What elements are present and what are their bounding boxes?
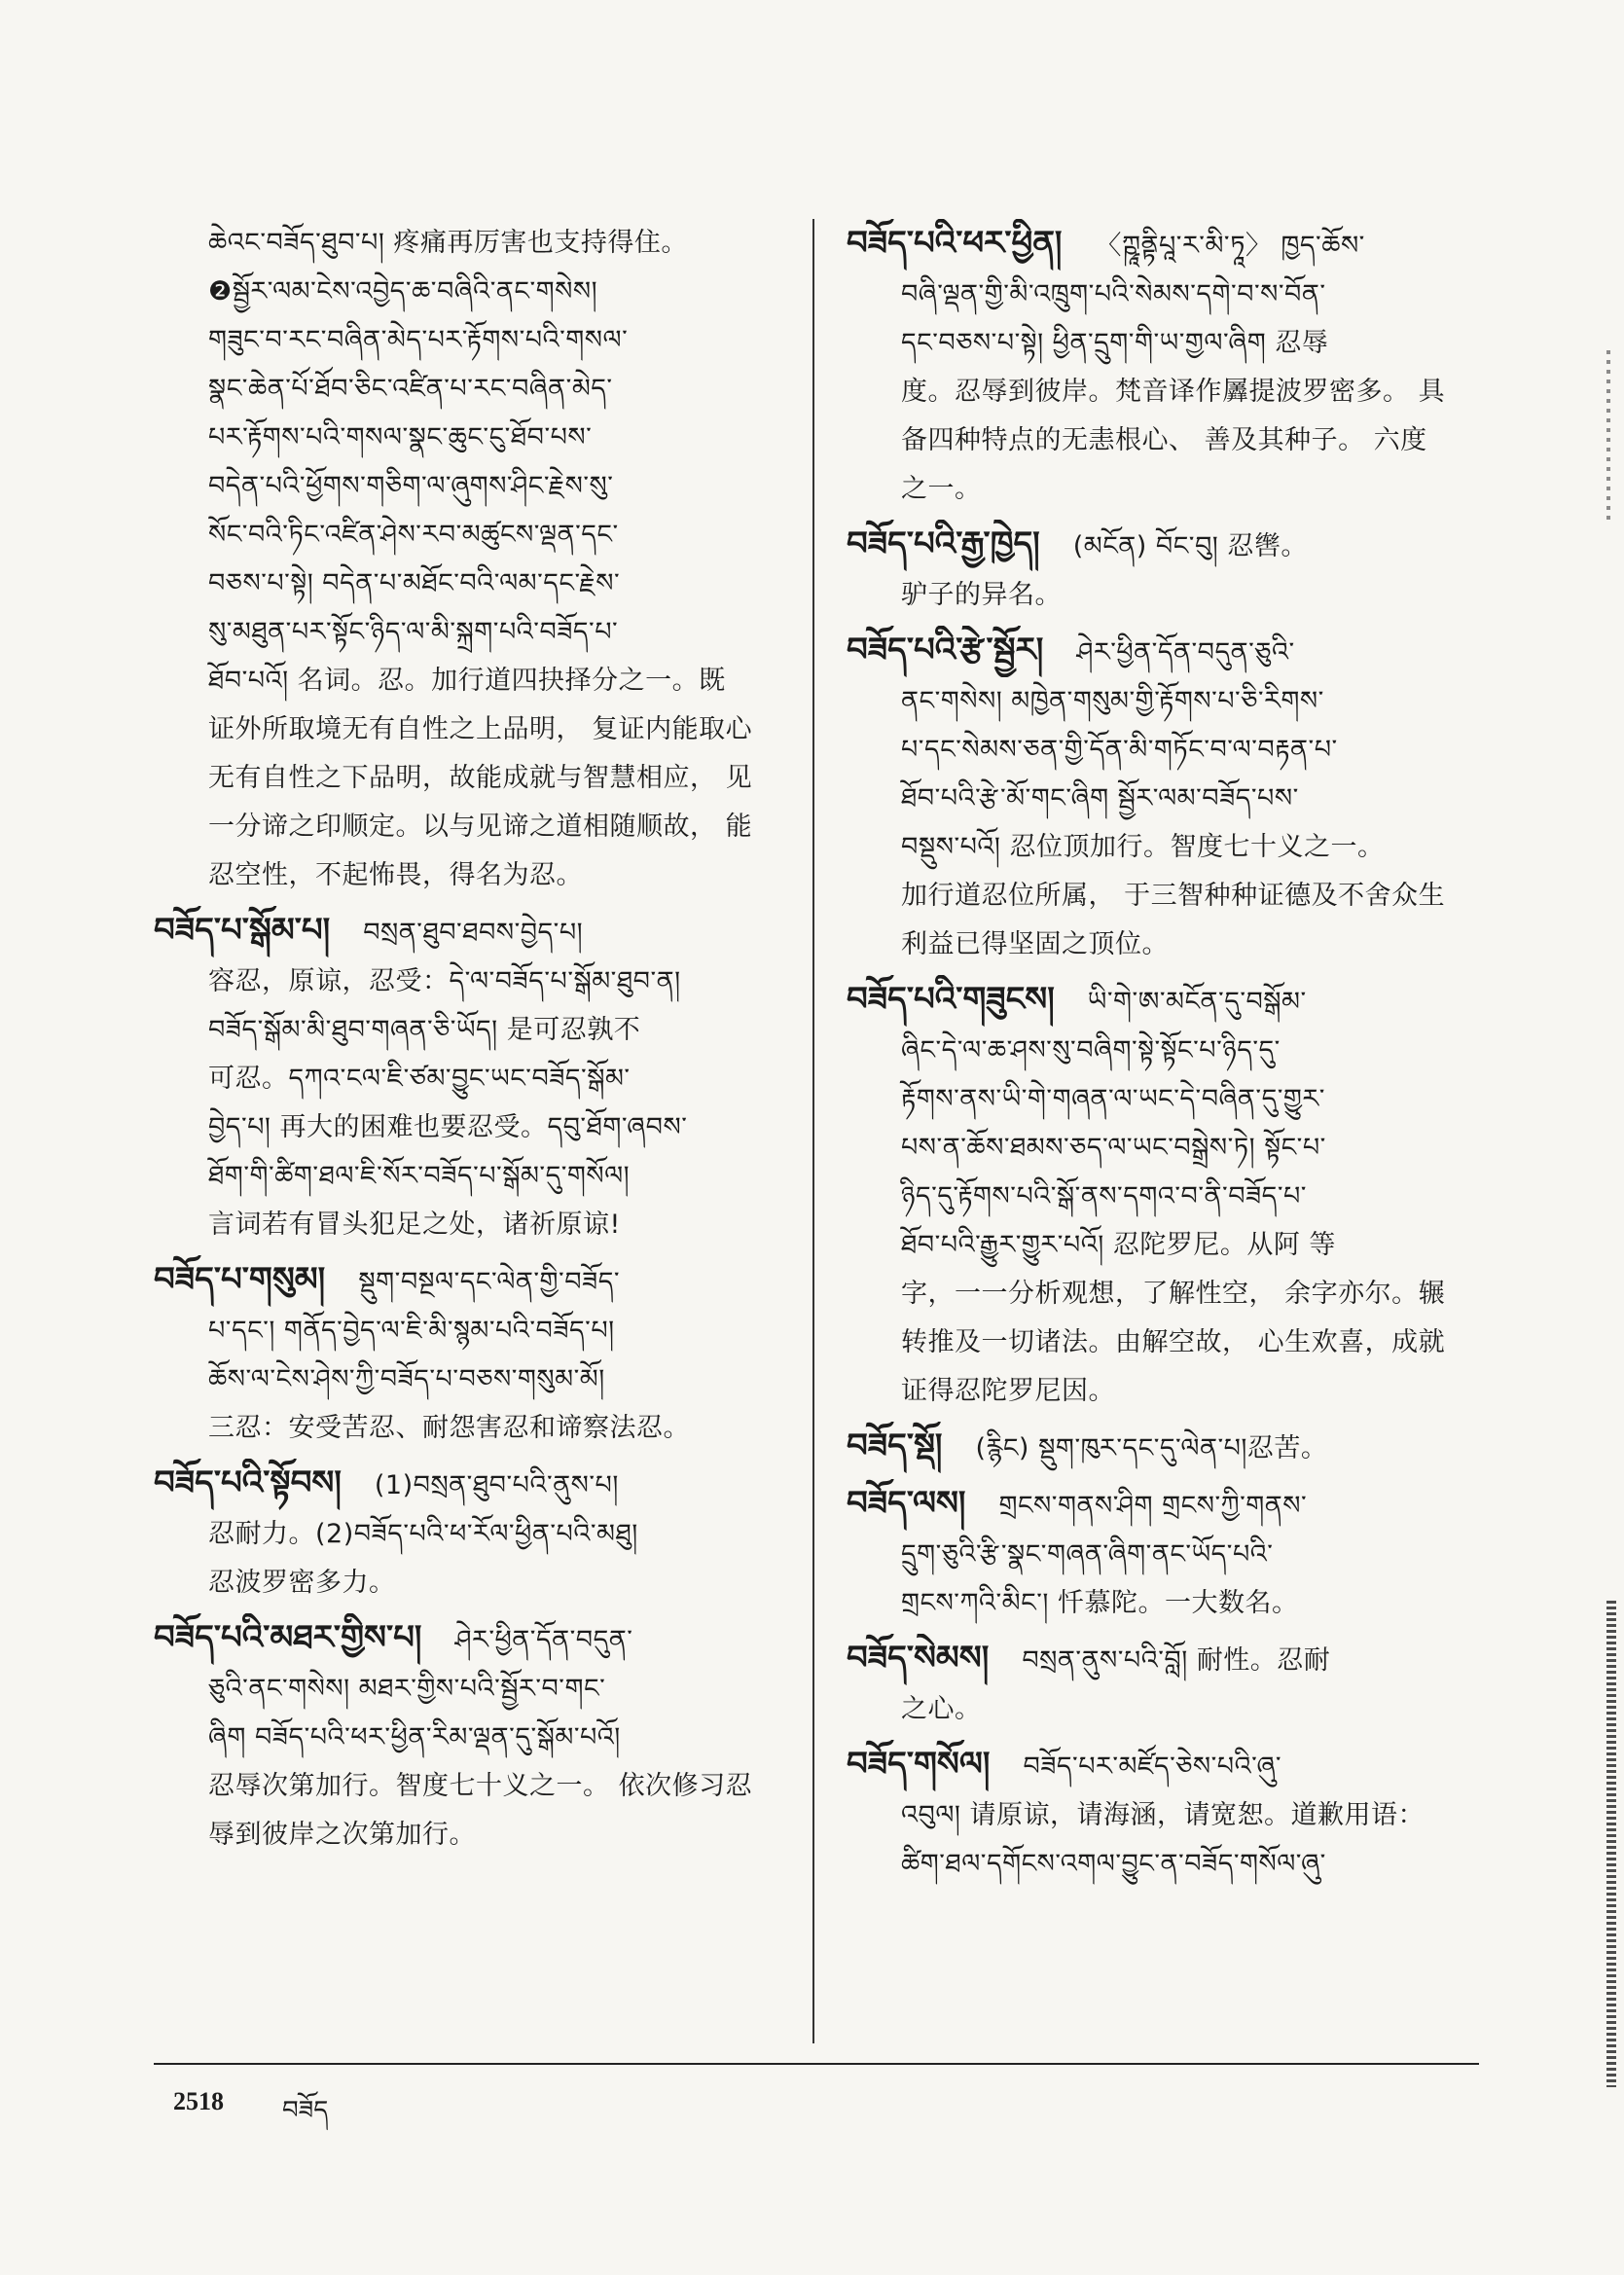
entry-line [154, 1006, 786, 1055]
entry-line [154, 1459, 786, 1510]
headword: བཟོད་ལས། [847, 1484, 966, 1523]
dictionary-entry [154, 1459, 786, 1607]
entry-line [847, 726, 1479, 775]
headword: བཟོད་པ་སྒོམ་པ། [154, 911, 331, 950]
entry-line [154, 1201, 786, 1249]
entry-text: 〈ཀྵཱནྟིཔཱ་ར་མི་ཏཱ〉 ཁྱད་ཆོས་ [1095, 231, 1365, 261]
entry-text: 辱到彼岸之次第加行。 [208, 1820, 476, 1850]
headword: བཟོད་པའི་རྩེ་སྦྱོར། [847, 631, 1044, 669]
headword: བཟོད་པའི་མཐར་གྱིས་པ། [154, 1618, 422, 1657]
entry-line [154, 462, 786, 511]
entry-text: ཤེར་ཕྱིན་དོན་བདུན་ཅུའི་ [1076, 637, 1295, 668]
dictionary-entry [154, 219, 786, 900]
entry-line [847, 1367, 1479, 1416]
dictionary-entry [847, 219, 1479, 514]
entry-line [847, 1579, 1479, 1628]
entry-line [847, 1270, 1479, 1318]
entry-line [847, 1422, 1479, 1473]
entry-text: བཟོད་སྒོམ་མི་ཐུབ་གཞན་ཅི་ཡོད། 是可忍孰不 [208, 1015, 641, 1045]
entry-line [154, 1152, 786, 1201]
footer-rule [154, 2063, 1479, 2065]
entry-text: 一分谛之印顺定。以与见谛之道相随顺故， 能 [208, 812, 753, 842]
dictionary-entry [847, 1740, 1479, 1889]
entry-line [847, 1840, 1479, 1889]
entry-line [847, 1075, 1479, 1124]
entry-line [154, 219, 786, 268]
entry-text: 可忍。དཀའ་ངལ་ཇི་ཙམ་བྱུང་ཡང་བཟོད་སྒོམ་ [208, 1064, 631, 1094]
entry-line [154, 1103, 786, 1152]
entry-text: ཐོག་གི་ཚིག་ཐལ་ཇི་སོར་བཟོད་པ་སྒོམ་དུ་གསོལ། [208, 1161, 631, 1191]
entry-line [154, 803, 786, 851]
entry-text: ཆོས་ལ་ངེས་ཤེས་ཀྱི་བཟོད་པ་བཅས་གསུམ་མོ། [208, 1364, 605, 1394]
entry-line [154, 316, 786, 365]
entry-text: ཅུའི་ནང་གསེས། མཐར་གྱིས་པའི་སྦྱོར་བ་གང་ [208, 1674, 606, 1704]
entry-text: 忍辱次第加行。智度七十义之一。 依次修习忍 [208, 1771, 753, 1801]
entry-text: གཟུང་བ་རང་བཞིན་མེད་པར་རྟོགས་པའི་གསལ་ [208, 325, 629, 355]
entry-line [154, 754, 786, 803]
entry-text: རྟོགས་ནས་ཡི་གེ་གཞན་ལ་ཡང་དེ་བཞིན་དུ་གྱུར་ [901, 1084, 1325, 1114]
entry-text: ཞིག བཟོད་པའི་ཕར་ཕྱིན་རིམ་ལྡན་དུ་སྒོམ་པའོ། [208, 1722, 621, 1752]
entry-text: བདེན་པའི་ཕྱོགས་གཅིག་ལ་ཞུགས་ཤིང་རྗེས་སུ་ [208, 471, 614, 501]
headword: བཟོད་གསོལ། [847, 1745, 991, 1784]
entry-text: 无有自性之下品明，故能成就与智慧相应， 见 [208, 763, 753, 793]
entry-line [847, 975, 1479, 1027]
entry-line [154, 1255, 786, 1307]
entry-text: སོང་བའི་ཏིང་འཛིན་ཤེས་རབ་མཚུངས་ལྡན་དང་ [208, 520, 619, 550]
entry-line [154, 1714, 786, 1762]
entry-text: (རྙིང) སྡུག་ཁུར་དང་དུ་ལེན་པ།忍苦。 [975, 1433, 1328, 1463]
entry-line [154, 365, 786, 414]
entry-text: གྲངས་གནས་ཤིག གྲངས་ཀྱི་གནས་ [998, 1491, 1308, 1521]
entry-line [154, 906, 786, 957]
entry-line [847, 1479, 1479, 1531]
entry-line [847, 1221, 1479, 1270]
entry-text: སུ་མཐུན་པར་སྟོང་ཉིད་ལ་མི་སྐྲག་པའི་བཟོད་པ་ [208, 617, 619, 647]
entry-line [847, 626, 1479, 677]
entry-text: འབུལ། 请原谅，请海涵，请宽恕。道歉用语： [901, 1800, 1425, 1830]
left-column [154, 219, 786, 1865]
entry-line [154, 851, 786, 900]
entry-text: 转推及一切诸法。由解空故， 心生欢喜，成就 [901, 1327, 1446, 1357]
entry-line [847, 219, 1479, 271]
entry-text: 言词若有冒头犯足之处，诸祈原谅! [208, 1210, 621, 1240]
entry-text: པ་དང་། གནོད་བྱེད་ལ་ཇི་མི་སྙམ་པའི་བཟོད་པ། [208, 1316, 615, 1346]
entry-line [847, 520, 1479, 571]
entry-text: 加行道忍位所属， 于三智种种证德及不舍众生 [901, 881, 1446, 911]
dictionary-entry [847, 626, 1479, 969]
entry-line [154, 957, 786, 1006]
entry-line [154, 1762, 786, 1811]
entry-text: པས་ན་ཆོས་ཐམས་ཅད་ལ་ཡང་བསྒྲེས་ཏེ། སྟོང་པ་ [901, 1133, 1326, 1163]
entry-text: པ་དང་སེམས་ཅན་གྱི་དོན་མི་གཏོང་བ་ལ་བརྟན་པ་ [901, 735, 1338, 765]
scan-edge-mark [1606, 1601, 1616, 2087]
headword: བཟོད་པའི་གཟུངས། [847, 980, 1055, 1019]
entry-line [847, 1173, 1479, 1221]
entry-line [847, 1685, 1479, 1734]
entry-text: ཡི་གེ་ཨ་མངོན་དུ་བསྒོམ་ [1087, 987, 1307, 1017]
headword: བཟོད་པའི་ཕར་ཕྱིན། [847, 224, 1063, 263]
entry-line [847, 872, 1479, 921]
entry-text: བསྡུས་པའོ། 忍位顶加行。智度七十义之一。 [901, 832, 1385, 862]
dictionary-entry [154, 906, 786, 1249]
entry-text: ཐོབ་པའི་རྒྱུར་གྱུར་པའོ། 忍陀罗尼。从阿 等 [901, 1230, 1336, 1260]
entry-text: 驴子的异名。 [901, 580, 1062, 610]
entry-text: 忍空性，不起怖畏，得名为忍。 [208, 860, 583, 890]
entry-text: དྲུག་ཅུའི་རྩི་སྣང་གཞན་ཞིག་ནང་ཡོད་པའི་ [901, 1539, 1274, 1570]
dictionary-entry [847, 1634, 1479, 1734]
scan-edge-mark-top [1606, 350, 1610, 525]
entry-text: 证得忍陀罗尼因。 [901, 1376, 1115, 1406]
entry-line [847, 823, 1479, 872]
entry-line [847, 1791, 1479, 1840]
entry-text: 之心。 [901, 1694, 982, 1724]
entry-line [847, 465, 1479, 514]
entry-line [847, 571, 1479, 620]
dictionary-entry [154, 1613, 786, 1860]
entry-line [847, 319, 1479, 368]
entry-text: 之一。 [901, 474, 982, 504]
right-column [847, 219, 1479, 1895]
entry-text: ཚིག་ཐལ་དགོངས་འགལ་བྱུང་ན་བཟོད་གསོལ་ཞུ་ [901, 1849, 1326, 1879]
running-head: བཟོད [282, 2096, 329, 2125]
entry-text: སྣང་ཆེན་པོ་ཐོབ་ཅིང་འཛིན་པ་རང་བཞིན་མེད་ [208, 374, 613, 404]
dictionary-entry [847, 975, 1479, 1416]
entry-text: བསྲན་ཐུབ་ཐབས་བྱེད་པ། [363, 918, 584, 948]
dictionary-entry [154, 1255, 786, 1453]
entry-text: བསྲན་ནུས་པའི་བློ། 耐性。忍耐 [1022, 1645, 1331, 1676]
entry-text: བཟོད་པར་མཛོད་ཅེས་པའི་ཞུ་ [1023, 1751, 1282, 1782]
entry-text: 忍波罗密多力。 [208, 1568, 396, 1598]
entry-text: བཅས་པ་སྟེ། བདེན་པ་མཐོང་བའི་ལམ་དང་རྗེས་ [208, 568, 621, 598]
entry-line [847, 677, 1479, 726]
entry-line [847, 368, 1479, 416]
entry-text: ཆེའང་བཟོད་ཐུབ་པ། 疼痛再厉害也支持得住。 [208, 228, 688, 258]
headword: བཟོད་པའི་རྒྱ་ཁྱེད། [847, 524, 1040, 563]
entry-text: ❷སྦྱོར་ལམ་ངེས་འབྱེད་ཆ་བཞིའི་ནང་གསེས། [208, 276, 598, 307]
entry-line [154, 1665, 786, 1714]
entry-line [154, 1811, 786, 1860]
headword: བཟོད་སྡོ། [847, 1426, 943, 1465]
entry-text: 备四种特点的无恚根心、 善及其种子。 六度 [901, 425, 1427, 455]
dictionary-entry [847, 1479, 1479, 1628]
entry-line [154, 511, 786, 560]
entry-text: ཐོབ་པའོ། 名词。忍。加行道四抉择分之一。既 [208, 666, 726, 696]
entry-line [847, 1634, 1479, 1685]
entry-text: 容忍，原谅，忍受：དེ་ལ་བཟོད་པ་སྒོམ་ཐུབ་ན། [208, 966, 681, 996]
entry-line [154, 1559, 786, 1607]
entry-text: ཉིད་དུ་རྟོགས་པའི་སྒོ་ནས་དགའ་བ་ནི་བཟོད་པ་ [901, 1181, 1307, 1211]
entry-line [154, 1613, 786, 1665]
dictionary-entry [847, 1422, 1479, 1473]
entry-text: བཞི་ལྡན་གྱི་མི་འཁྲུག་པའི་སེམས་དགེ་བ་ས་བོན་ [901, 279, 1326, 309]
entry-text: 证外所取境无有自性之上品明， 复证内能取心 [208, 714, 753, 744]
entry-line [154, 1307, 786, 1355]
headword: བཟོད་སེམས། [847, 1639, 990, 1678]
page-number: 2518 [173, 2087, 224, 2115]
entry-line [154, 608, 786, 657]
entry-text: (1)བསྲན་ཐུབ་པའི་ནུས་པ། [374, 1470, 619, 1500]
entry-line [847, 921, 1479, 969]
entry-text: དང་བཅས་པ་སྟེ། ཕྱིན་དྲུག་གི་ཡ་གྱལ་ཞིག 忍辱 [901, 328, 1329, 358]
column-divider [812, 219, 814, 2043]
entry-line [847, 1531, 1479, 1579]
entry-line [847, 1318, 1479, 1367]
entry-text: (མངོན) བོང་བུ། 忍辔。 [1072, 531, 1308, 561]
entry-line [154, 1055, 786, 1103]
entry-text: ཐོབ་པའི་རྩེ་མོ་གང་ཞིག སྦྱོར་ལམ་བཟོད་པས་ [901, 783, 1299, 813]
entry-text: གྲངས་ཀའི་མིང་། 忏慕陀。一大数名。 [901, 1588, 1299, 1618]
entry-line [154, 560, 786, 608]
entry-line [847, 416, 1479, 465]
entry-line [847, 1740, 1479, 1791]
entry-text: སྡུག་བསྔལ་དང་ལེན་གྱི་བཟོད་ [358, 1267, 621, 1297]
dictionary-entry [847, 520, 1479, 620]
headword: བཟོད་པའི་སྟོབས། [154, 1463, 342, 1502]
entry-text: 字，一一分析观想，了解性空， 余字亦尔。辗 [901, 1279, 1446, 1309]
entry-line [847, 1124, 1479, 1173]
entry-text: པར་རྟོགས་པའི་གསལ་སྣང་ཆུང་ངུ་ཐོབ་པས་ [208, 422, 593, 452]
entry-line [847, 775, 1479, 823]
entry-line [154, 1404, 786, 1453]
entry-line [154, 268, 786, 316]
entry-line [847, 1027, 1479, 1075]
entry-line [154, 705, 786, 754]
entry-line [154, 1510, 786, 1559]
entry-line [154, 414, 786, 462]
entry-text: ཤེར་ཕྱིན་དོན་བདུན་ [454, 1625, 633, 1655]
entry-text: ནང་གསེས། མཁྱེན་གསུམ་གྱི་རྟོགས་པ་ཅི་རིགས་ [901, 686, 1324, 716]
headword: བཟོད་པ་གསུམ། [154, 1260, 326, 1299]
entry-line [154, 657, 786, 705]
entry-text: བྱེད་པ། 再大的困难也要忍受。དབུ་ཐོག་ཞབས་ [208, 1112, 688, 1142]
entry-text: ཞིང་དེ་ལ་ཆ་ཤས་སུ་བཞིག་སྟེ་སྟོང་པ་ཉིད་དུ་ [901, 1035, 1281, 1065]
entry-text: 三忍：安受苦忍、耐怨害忍和谛察法忍。 [208, 1413, 690, 1443]
entry-line [847, 271, 1479, 319]
entry-text: 忍耐力。(2)བཟོད་པའི་ཕ་རོལ་ཕྱིན་པའི་མཐུ། [208, 1519, 638, 1549]
entry-text: 度。忍辱到彼岸。梵音译作羼提波罗密多。 具 [901, 377, 1446, 407]
entry-text: 利益已得坚固之顶位。 [901, 929, 1169, 959]
entry-line [154, 1355, 786, 1404]
